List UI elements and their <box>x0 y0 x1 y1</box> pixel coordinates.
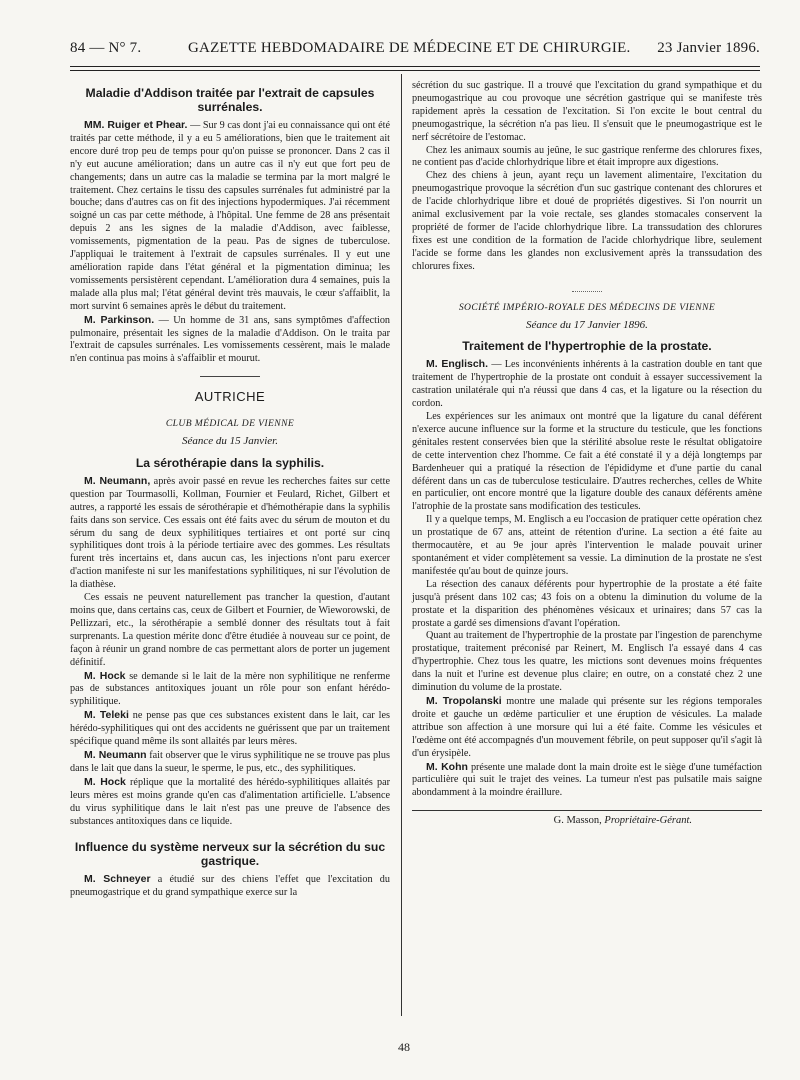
publisher-line: G. Masson, Propriétaire-Gérant. <box>553 815 692 827</box>
speaker: M. Neumann <box>84 748 147 761</box>
paragraph: sécrétion du suc gastrique. Il a trouvé que l'excitation du grand sympathique et du pneumogastrique au cou provoque une sécrétion gastrique qui se manifeste très rapidement après la cessation de l'excitation. Si l'on excite le bout central du pneumogastrique, la sécrétion n'a pas lieu. Il s'ensuit que le pneumogastrique est le nerf sécrétoire de l'estomac. <box>412 80 762 143</box>
left-column <box>70 80 390 900</box>
paragraph: Chez les animaux soumis au jeûne, le suc gastrique renferme des chlorures fixes, ne contient pas d'acide chlorhydrique libre et était impropre aux digestions. <box>412 144 762 169</box>
right-column <box>412 80 762 828</box>
header-rule-2 <box>70 70 760 71</box>
speaker: M. Kohn <box>426 760 468 773</box>
speaker: MM. Ruiger et Phear. <box>84 119 188 131</box>
speaker: M. Englisch. <box>426 358 489 371</box>
footer-rule <box>412 810 762 811</box>
paragraph: Il y a quelque temps, M. Englisch a eu l'occasion de pratiquer cette opération chez un prostatique de 67 ans, atteint de rétention d'urine. La section a été faite au thermocautère, et au 9e jour après l'intervention le malade pouvait uriner spontanément et vider complètement sa vessie. La diminution de la prostate ne s'est manifestée qu'au bout de quinze jours. <box>412 514 762 577</box>
article-title-nervous-system: Influence du système nerveux sur la sécrétion du suc gastrique. <box>74 840 386 869</box>
paragraph: M. Teleki ne pense pas que ces substances existent dans le lait, car les hérédo-syphilitiques qui ont des accidents ne guérissent que par un traitement spécifique quand même ils sont allaités par leurs mères. <box>70 709 390 748</box>
speaker: M. Schneyer <box>84 873 151 886</box>
paragraph: M. Parkinson. — Un homme de 31 ans, sans symptômes d'affection pulmonaire, présentait les signes de la maladie d'Addison. On le traita par l'extrait de capsules surrénales. Les vomissements cessèrent, mais le malade n'en continua pas moins à s'affaiblir et mourut. <box>70 313 391 365</box>
paragraph: M. Neumann fait observer que le virus syphilitique ne se trouve pas plus dans le lait que dans la sueur, le sperme, le pus, etc., des syphilitiques. <box>70 748 390 774</box>
paragraph: M. Hock se demande si le lait de la mère non syphilitique ne renferme pas de substances antitoxiques jouant un rôle pour son enfant hérédo-syphilitique. <box>70 669 390 708</box>
journal-title: GAZETTE HEBDOMADAIRE DE MÉDECINE ET DE CHIRURGIE. <box>188 40 631 56</box>
paragraph: M. Tropolanski montre une malade qui présente sur les régions temporales droite et gauche un œdème particulier et une éruption de vésicules. La malade attribue son affection à une morsure qui lui a été faite. Comme les vésicules et l'œdème ont été accompagnés d'un mouvement fébrile, on peut supposer qu'il s'agit là d'un érysipèle. <box>412 694 763 759</box>
issue-date: 23 Janvier 1896. <box>657 40 760 56</box>
paragraph: La résection des canaux déférents pour hypertrophie de la prostate a été faite jusqu'à présent dans 102 cas; 43 fois on a obtenu la diminution du volume de la prostate et la disparition des phénomènes vésicaux et urinaires; dans 57 cas la prostate a gardé ses dimensions d'avant l'opération. <box>412 578 762 629</box>
speaker: M. Parkinson. <box>84 313 155 326</box>
article-title-syphilis: La sérothérapie dans la syphilis. <box>135 455 325 470</box>
paragraph: MM. Ruiger et Phear. — Sur 9 cas dont j'ai eu connaissance qui ont été traités par cette méthode, il y a eu 5 améliorations, bien que le traitement ait encore duré trop peu de temps pour qu'on puisse se prononcer. Dans 2 cas il n'y eut aucune amélioration; dans un autre cas il n'y eut que fort peu de changements; dans un autre cas la maladie se termina par la mort malgré le traitement. Chez certains le tissu des capsules surrénales fut administré par la bouche; dans d'autres cas on fit des injections hypodermiques. J'ai récemment soigné un cas par cette méthode, à l'hôpital. Une femme de 28 ans présentait depuis 2 ans les signes de la maladie d'Addison, avec faiblesse, vomissements, pigmentation de la peau. Pas de signes de tuberculose. J'appliquai le traitement à l'extrait de capsules surrénales. Il y eut une amélioration rapide dans l'état général et la pigmentation diminua; les vomissements persistèrent cependant. L'amélioration dura 4 semaines, puis la malade alla plus mal; l'état général devint très mauvais, le cœur s'affaiblit, la mort survint 6 semaines après le début du traitement. <box>70 119 390 312</box>
society-name: SOCIÉTÉ IMPÉRIO-ROYALE DES MÉDECINS DE VIENNE <box>458 301 716 313</box>
paragraph: M. Neumann, après avoir passé en revue les recherches faites sur cette question par Tourmasolli, Kollman, Fournier et Feulard, Richet, Gilbert et autres, a rapporté les essais de sérothérapie et d'hémothérapie dans la syphilis faits dans son service. Ces essais ont été faits avec du sérum de mouton et du sérum du sang de deux syphilitiques tertiaires et ont porté sur cinq syphilitiques dont trois à la période tertiaire avec des gommes. Les résultats furent très incertains et, dans aucun cas, les injections n'ont paru exercer d'action manifeste ni sur les manifestations syphilitiques, ni sur l'évolution de la diathèse. <box>70 474 390 591</box>
article-title-addison: Maladie d'Addison traitée par l'extrait de capsules surrénales. <box>85 86 375 114</box>
speaker: M. Hock <box>84 669 126 682</box>
speaker: M. Tropolanski <box>426 694 502 707</box>
paragraph: M. Kohn présente une malade dont la main droite est le siège d'une tuméfaction particulière qui suit le trajet des veines. La tumeur n'est pas pulsatile mais saigne abondamment à la moindre éraillure. <box>412 760 762 799</box>
column-divider <box>401 74 402 1016</box>
paragraph: M. Schneyer a étudié sur des chiens l'effet que l'excitation du pneumogastrique et du grand sympathique exerce sur la <box>70 873 390 899</box>
session-date: Séance du 15 Janvier. <box>182 435 278 448</box>
paragraph: Quant au traitement de l'hypertrophie de la prostate par l'ingestion de parenchyme prostatique, traitement préconisé par Reinert, M. Englisch l'a essayé dans 4 cas d'hypertrophie. Chez tous les quatre, les mictions sont devenues moins fréquentes dans la nuit et l'urine est devenue plus claire; en outre, on a constaté chez 2 une diminution du volume de la prostate. <box>412 630 762 694</box>
paragraph: Chez des chiens à jeun, ayant reçu un lavement alimentaire, l'excitation du pneumogastrique provoque la sécrétion d'un suc gastrique contenant des chlorures et de l'acide chlorhydrique libre et doué de propriétés digestives. Si l'on nourrit un animal exclusivement par la voie rectale, ses glandes stomacales conservent la propriété de former de l'acide chlorhydrique libre. La transsudation des chlorures fixes est une condition de la formation de l'acide chlorhydrique libre, seulement l'acide se forme dans les glandes non exclusivement après la transsudation des chlorures fixes. <box>412 170 762 272</box>
society-name: CLUB MÉDICAL DE VIENNE <box>165 418 295 430</box>
session-date: Séance du 17 Janvier 1896. <box>526 318 648 331</box>
separator <box>200 376 260 377</box>
running-header <box>70 36 760 62</box>
separator <box>412 284 762 292</box>
speaker: M. Teleki <box>84 709 129 722</box>
paragraph: M. Englisch. — Les inconvénients inhérents à la castration double en tant que traitement de l'hypertrophie de la prostate ont conduit à essayer successivement la castration unilatérale qui n'a réussi que dans 4 cas, et la ligature ou la résection du cordon. <box>412 358 762 410</box>
page-number: 48 <box>398 1040 410 1054</box>
paragraph: Les expériences sur les animaux ont montré que la ligature du canal déférent n'exerce aucune influence sur la forme et la structure du testicule, que les fonctions génitales restent conservées bien que la stérilité absolue reste le résultat obligatoire de cette intervention chez l'homme. Ce fait a été constaté il y a déjà longtemps par Bardenheuer qui a pratiqué la résection de l'épididyme et d'une partie du canal déférent dans un cas de tuberculose testiculaire. D'autres recherches, celles de White en particulier, ont encore montré que la ligature double des canaux déférents amène l'atrophie de la prostate sans modification des testicules. <box>412 411 762 513</box>
speaker: M. Hock <box>84 775 126 788</box>
speaker: M. Neumann, <box>84 474 151 487</box>
paragraph: M. Hock réplique que la mortalité des hérédo-syphilitiques allaités par leurs mères est moins grande qu'en cas d'alimentation artificielle. L'absence du virus syphilitique dans le lait n'est pas une preuve de l'absence des substances antitoxiques dans ce liquide. <box>70 775 390 827</box>
page-issue: 84 — N° 7. <box>70 40 142 56</box>
paragraph: Ces essais ne peuvent naturellement pas trancher la question, d'autant moins que, dans certains cas, ceux de Gilbert et Fournier, de Wieworowski, de Pellizzari, etc., la sérothérapie a semblé donner des résultats tout à fait surprenants. La question mérite donc d'être étudiée à nouveau sur ce point, de façon à réunir un grand nombre de cas permettant alors de porter un jugement définitif. <box>70 592 390 668</box>
article-title-prostate: Traitement de l'hypertrophie de la prostate. <box>462 339 712 354</box>
section-heading: AUTRICHE <box>194 389 266 405</box>
header-rule <box>70 66 760 67</box>
